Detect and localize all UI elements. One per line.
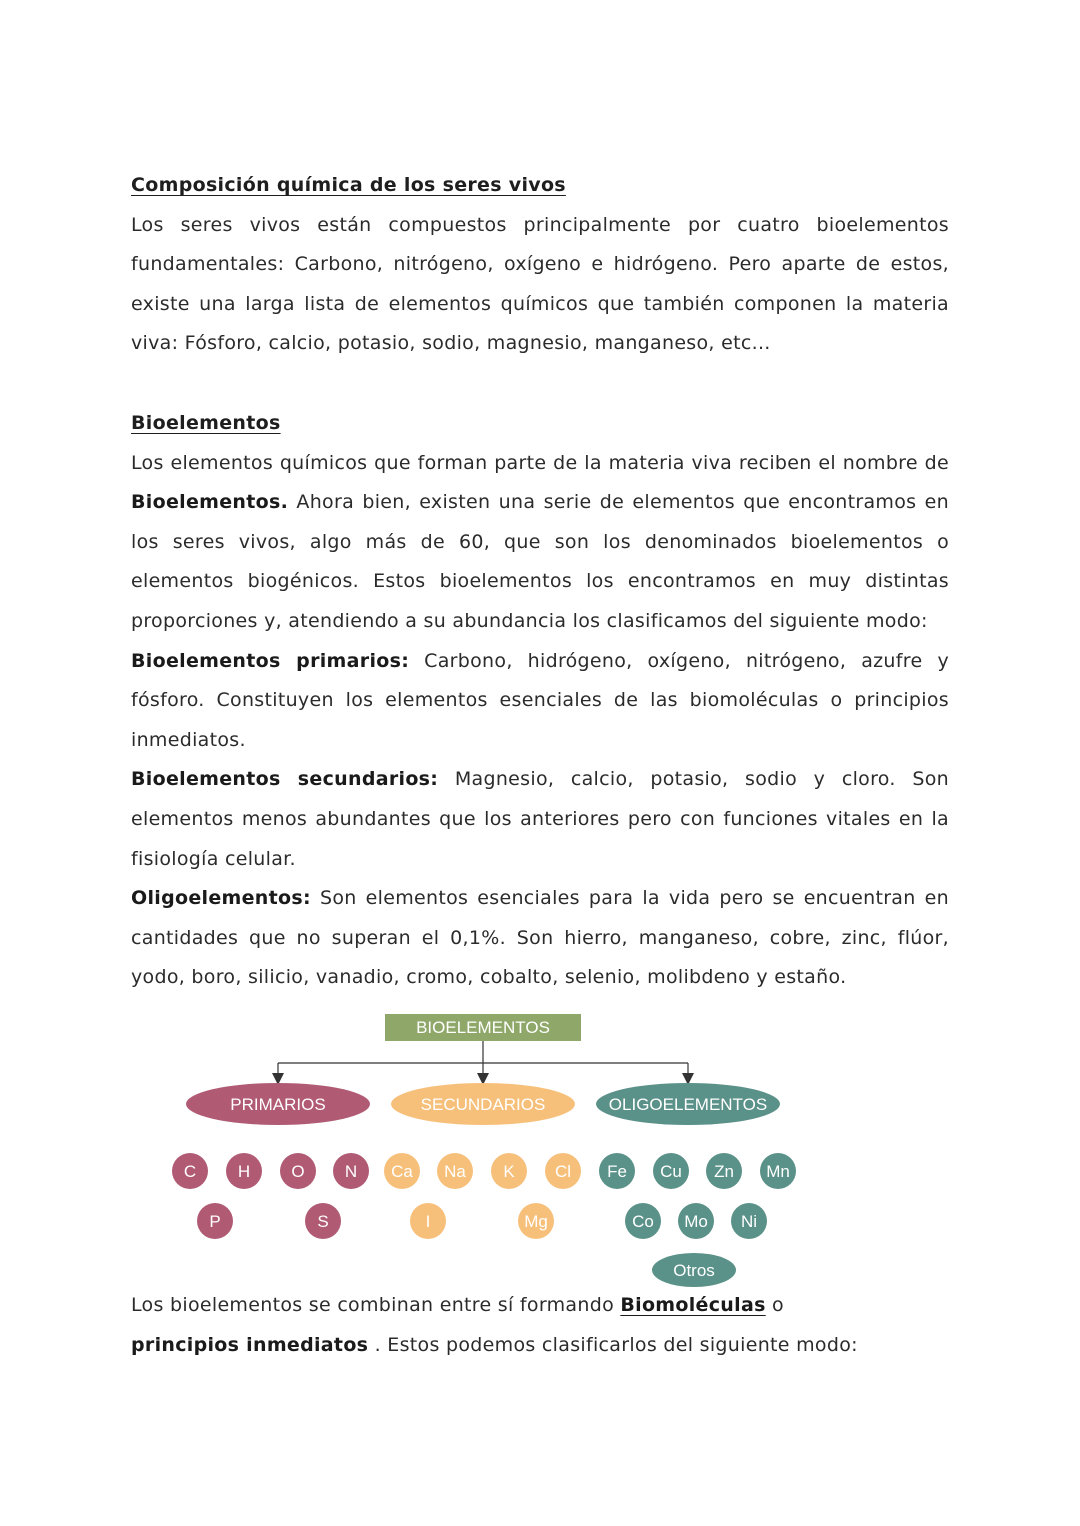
biomoleculas-link: Biomoléculas bbox=[620, 1294, 766, 1316]
secundarios-definition bbox=[131, 760, 949, 879]
element-n-symbol: N bbox=[344, 1162, 358, 1181]
oligo-text: Son elementos esenciales para la vida pero se encuentran en cantidades que no superan el 0,1%. Son hierro, manganeso, cobre, zinc, flúor, yodo, boro, silicio, vanadio, cromo, cobalto, selenio, molibdeno y estaño. bbox=[131, 887, 949, 989]
element-s-symbol: S bbox=[317, 1212, 329, 1231]
element-fe-symbol: Fe bbox=[607, 1162, 627, 1181]
primarios-text: Carbono, hidrógeno, oxígeno, nitrógeno, azufre y fósforo. Constituyen los elementos esenciales de las biomoléculas o principios inmediatos. bbox=[131, 649, 949, 751]
element-k-symbol: K bbox=[503, 1162, 515, 1181]
element-h-symbol: H bbox=[237, 1162, 251, 1181]
element-na-symbol: Na bbox=[444, 1162, 466, 1181]
element-cl-symbol: Cl bbox=[554, 1162, 572, 1181]
section-title-bioelementos: Bioelementos bbox=[131, 412, 281, 434]
primarios-definition bbox=[131, 642, 949, 761]
element-mg-symbol: Mg bbox=[524, 1212, 548, 1231]
category-oligoelementos-label: OLIGOELEMENTOS bbox=[608, 1095, 768, 1114]
secundarios-term: Bioelementos secundarios: bbox=[131, 768, 439, 791]
bioelementos-diagram bbox=[0, 1000, 1080, 1300]
element-ca-symbol: Ca bbox=[391, 1162, 413, 1181]
paragraph-text: . Estos podemos clasificarlos del siguiente modo: bbox=[374, 1333, 858, 1356]
intro-paragraph: Los seres vivos están compuestos principalmente por cuatro bioelementos fundamentales: Carbono, nitrógeno, oxígeno e hidrógeno. Pero aparte de estos, existe una larga lista de elementos químicos que también componen la materia viva: Fósforo, calcio, potasio, sodio, magnesio, manganeso, etc... bbox=[131, 213, 949, 355]
section-biomoleculas bbox=[131, 1286, 891, 1365]
section-intro bbox=[131, 166, 949, 364]
otros-label: Otros bbox=[673, 1261, 715, 1280]
oligo-term: Oligoelementos: bbox=[131, 887, 311, 910]
paragraph-text: Los elementos químicos que forman parte de la materia viva reciben el nombre de bbox=[131, 451, 949, 474]
element-mo-symbol: Mo bbox=[684, 1212, 708, 1231]
section-title-composicion: Composición química de los seres vivos bbox=[131, 174, 566, 196]
paragraph-text: Ahora bien, existen una serie de elementos que encontramos en los seres vivos, algo más de 60, que son los denominados bioelementos o elementos biogénicos. Estos bioelementos los encontramos en muy distintas proporciones y, atendiendo a su abundancia los clasificamos del siguiente modo: bbox=[131, 491, 949, 632]
paragraph-text: Los bioelementos se combinan entre sí formando bbox=[131, 1294, 614, 1316]
primarios-term: Bioelementos primarios: bbox=[131, 649, 410, 672]
secundarios-text: Magnesio, calcio, potasio, sodio y cloro. Son elementos menos abundantes que los anteriores pero con funciones vitales en la fisiología celular. bbox=[131, 768, 949, 870]
root-label: BIOELEMENTOS bbox=[416, 1018, 550, 1037]
element-p-symbol: P bbox=[209, 1212, 221, 1231]
principios-term: principios inmediatos bbox=[131, 1333, 369, 1356]
element-mn-symbol: Mn bbox=[766, 1162, 790, 1181]
element-zn-symbol: Zn bbox=[714, 1162, 734, 1181]
element-ni-symbol: Ni bbox=[740, 1212, 758, 1231]
category-secundarios-label: SECUNDARIOS bbox=[420, 1095, 546, 1114]
paragraph-text: o bbox=[772, 1294, 784, 1316]
oligo-definition bbox=[131, 879, 949, 998]
element-co-symbol: Co bbox=[632, 1212, 654, 1231]
element-c-symbol: C bbox=[183, 1162, 197, 1181]
category-primarios-label: PRIMARIOS bbox=[230, 1095, 326, 1114]
element-i-symbol: I bbox=[425, 1212, 431, 1231]
element-o-symbol: O bbox=[291, 1162, 305, 1181]
bioelementos-term: Bioelementos. bbox=[131, 491, 289, 514]
bioelementos-paragraph bbox=[131, 444, 949, 642]
element-cu-symbol: Cu bbox=[660, 1162, 682, 1181]
section-bioelementos bbox=[131, 404, 949, 998]
